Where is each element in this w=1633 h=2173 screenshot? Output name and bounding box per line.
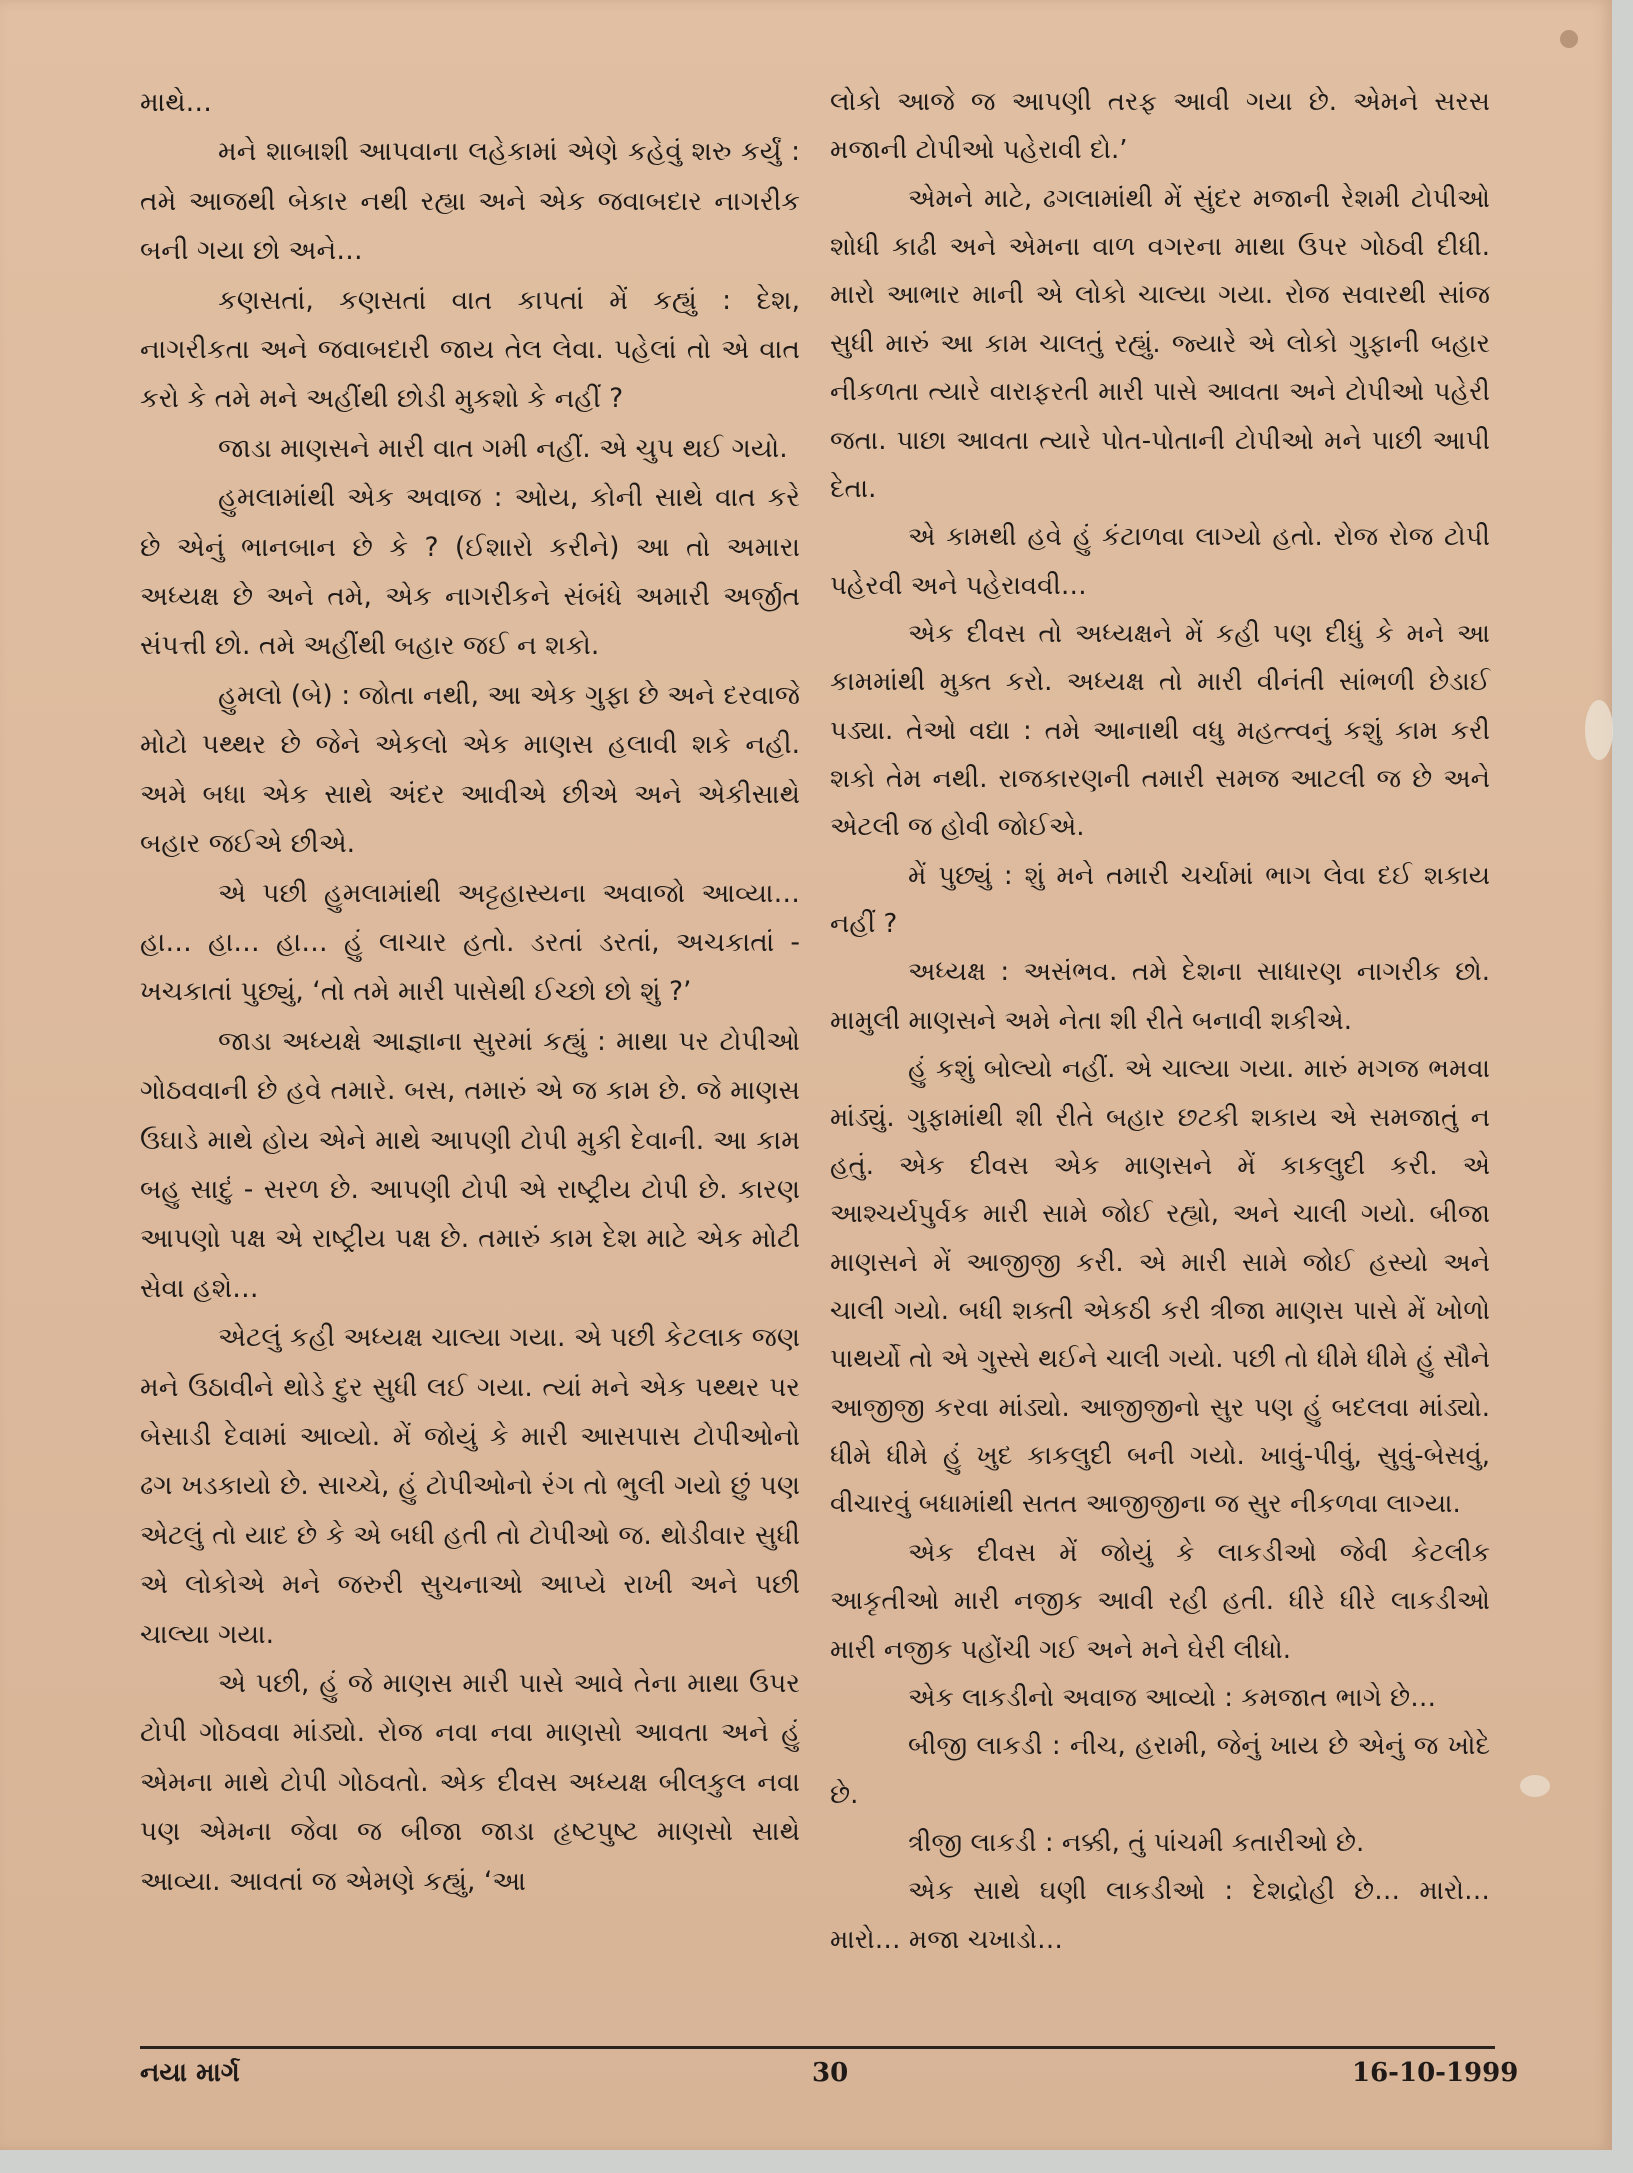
paragraph: એક દીવસ તો અધ્યક્ષને મેં કહી પણ દીધું કે મને આ કામમાંથી મુક્ત કરો. અધ્યક્ષ તો મારી વીનંતી સાંભળી છેડાઈ પડ્યા. તેઓ વદ્યા : તમે આનાથી વધુ મહત્ત્વનું કશું કામ કરી શકો તેમ નથી. રાજકારણની તમારી સમજ આટલી જ છે અને એટલી જ હોવી જોઈએ. — [830, 618, 1490, 843]
paragraph: મને શાબાશી આપવાના લહેકામાં એણે કહેવું શરુ કર્યું : તમે આજથી બેકાર નથી રહ્યા અને એક જવાબદાર નાગરીક બની ગયા છો અને… — [140, 136, 800, 267]
paragraph: બીજી લાકડી : નીચ, હરામી, જેનું ખાય છે એનું જ ખોદે છે. — [830, 1731, 1490, 1810]
right-column — [830, 78, 1490, 1964]
paragraph: અધ્યક્ષ : અસંભવ. તમે દેશના સાધારણ નાગરીક છો. મામુલી માણસને અમે નેતા શી રીતે બનાવી શકીએ. — [830, 957, 1490, 1036]
footer-rule — [140, 2046, 1495, 2049]
paper-tear — [1520, 1775, 1550, 1797]
paragraph: કણસતાં, કણસતાં વાત કાપતાં મેં કહ્યું : દેશ, નાગરીકતા અને જવાબદારી જાય તેલ લેવા. પહેલાં તો એ વાત કરો કે તમે મને અહીંથી છોડી મુકશો કે નહીં ? — [140, 284, 800, 415]
paragraph: એક લાકડીનો અવાજ આવ્યો : કમજાત ભાગે છે… — [908, 1682, 1437, 1713]
paragraph: મેં પુછ્યું : શું મને તમારી ચર્ચામાં ભાગ લેવા દઈ શકાય નહીં ? — [830, 860, 1490, 940]
paragraph: જાડા માણસને મારી વાત ગમી નહીં. એ ચુપ થઈ ગયો. — [218, 432, 788, 464]
paragraph: એ પછી હુમલામાંથી અટ્ટહાસ્યના અવાજો આવ્યા… હા… હા… હા… હું લાચાર હતો. ડરતાં ડરતાં, અચકાતાં - ખચકાતાં પુછ્યું, ‘તો તમે મારી પાસેથી ઈચ્છો છો શું ?’ — [140, 877, 800, 1008]
paragraph: ત્રીજી લાકડી : નક્કી, તું પાંચમી કતારીઓ છે. — [908, 1827, 1365, 1858]
paragraph: હુમલામાંથી એક અવાજ : ઓય, કોની સાથે વાત કરે છે એનું ભાનબાન છે કે ? (ઈશારો કરીને) આ તો અમારા અધ્યક્ષ છે અને તમે, એક નાગરીકને સંબંધે અમારી અર્જીત સંપત્તી છો. તમે અહીંથી બહાર જઈ ન શકો. — [140, 482, 800, 662]
paragraph: એ કામથી હવે હું કંટાળવા લાગ્યો હતો. રોજ રોજ ટોપી પહેરવી અને પહેરાવવી… — [830, 522, 1490, 601]
paper-stain — [1560, 30, 1578, 48]
paragraph: હુમલો (બે) : જોતા નથી, આ એક ગુફા છે અને દરવાજે મોટો પથ્થર છે જેને એકલો એક માણસ હલાવી શકે નહી. અમે બધા એક સાથે અંદર આવીએ છીએ અને એકીસાથે બહાર જઈએ છીએ. — [140, 679, 800, 860]
paragraph: એ પછી, હું જે માણસ મારી પાસે આવે તેના માથા ઉપર ટોપી ગોઠવવા માંડ્યો. રોજ નવા નવા માણસો આવતા અને હું એમના માથે ટોપી ગોઠવતો. એક દીવસ અધ્યક્ષ બીલકુલ નવા પણ એમના જેવા જ બીજા જાડા હૃષ્ટપુષ્ટ માણસો સાથે આવ્યા. આવતાં જ એમણે કહ્યું, ‘આ — [140, 1668, 800, 1897]
paragraph: એક સાથે ઘણી લાકડીઓ : દેશદ્રોહી છે… મારો… મારો… મજા ચખાડો… — [830, 1876, 1490, 1955]
paragraph: એક દીવસ મેં જોયું કે લાકડીઓ જેવી કેટલીક આકૃતીઓ મારી નજીક આવી રહી હતી. ધીરે ધીરે લાકડીઓ મારી નજીક પહોંચી ગઈ અને મને ઘેરી લીધો. — [830, 1537, 1490, 1665]
paragraph: હું કશું બોલ્યો નહીં. એ ચાલ્યા ગયા. મારું મગજ ભમવા માંડ્યું. ગુફામાંથી શી રીતે બહાર છટકી શકાય એ સમજાતું ન હતું. એક દીવસ એક માણસને મેં કાકલુદી કરી. એ આશ્ચર્યપુર્વક મારી સામે જોઈ રહ્યો, અને ચાલી ગયો. બીજા માણસને મેં આજીજી કરી. એ મારી સામે જોઈ હસ્યો અને ચાલી ગયો. બધી શક્તી એકઠી કરી ત્રીજા માણસ પાસે મેં ખોળો પાથર્યો તો એ ગુસ્સે થઈને ચાલી ગયો. પછી તો ધીમે ધીમે હું સૌને આજીજી કરવા માંડ્યો. આજીજીનો સુર પણ હું બદલવા માંડ્યો. ધીમે ધીમે હું ખુદ કાકલુદી બની ગયો. ખાવું-પીવું, સુવું-બેસવું, વીચારવું બધામાંથી સતત આજીજીના જ સુર નીકળવા લાગ્યા. — [830, 1054, 1490, 1520]
page-number: 30 — [812, 2058, 849, 2088]
paragraph: માથે… — [140, 87, 213, 118]
magazine-name: નયા માર્ગ — [140, 2058, 240, 2088]
paper-tear — [1585, 700, 1613, 760]
paragraph: લોકો આજે જ આપણી તરફ આવી ગયા છે. એમને સરસ મજાની ટોપીઓ પહેરાવી દો.’ — [830, 87, 1490, 166]
paragraph: એમને માટે, ઢગલામાંથી મેં સુંદર મજાની રેશમી ટોપીઓ શોધી કાઢી અને એમના વાળ વગરના માથા ઉપર ગોઠવી દીધી. મારો આભાર માની એ લોકો ચાલ્યા ગયા. રોજ સવારથી સાંજ સુધી મારું આ કામ ચાલતું રહ્યું. જ્યારે એ લોકો ગુફાની બહાર નીકળતા ત્યારે વારાફરતી મારી પાસે આવતા અને ટોપીઓ પહેરી જતા. પાછા આવતા ત્યારે પોત-પોતાની ટોપીઓ મને પાછી આપી દેતા. — [830, 183, 1490, 504]
paragraph: જાડા અધ્યક્ષે આજ્ઞાના સુરમાં કહ્યું : માથા પર ટોપીઓ ગોઠવવાની છે હવે તમારે. બસ, તમારું એ જ કામ છે. જે માણસ ઉઘાડે માથે હોય એને માથે આપણી ટોપી મુકી દેવાની. આ કામ બહુ સાદું - સરળ છે. આપણી ટોપી એ રાષ્ટ્રીય ટોપી છે. કારણ આપણો પક્ષ એ રાષ્ટ્રીય પક્ષ છે. તમારું કામ દેશ માટે એક મોટી સેવા હશે… — [140, 1025, 800, 1304]
paragraph: એટલું કહી અધ્યક્ષ ચાલ્યા ગયા. એ પછી કેટલાક જણ મને ઉઠાવીને થોડે દુર સુધી લઈ ગયા. ત્યાં મને એક પથ્થર પર બેસાડી દેવામાં આવ્યો. મેં જોયું કે મારી આસપાસ ટોપીઓનો ઢગ ખડકાયો છે. સાચ્ચે, હું ટોપીઓનો રંગ તો ભુલી ગયો છું પણ એટલું તો યાદ છે કે એ બધી હતી તો ટોપીઓ જ. થોડીવાર સુધી એ લોકોએ મને જરુરી સુચનાઓ આપ્યે રાખી અને પછી ચાલ્યા ગયા. — [140, 1322, 800, 1650]
left-column — [140, 78, 800, 1906]
issue-date: 16-10-1999 — [1352, 2058, 1519, 2088]
